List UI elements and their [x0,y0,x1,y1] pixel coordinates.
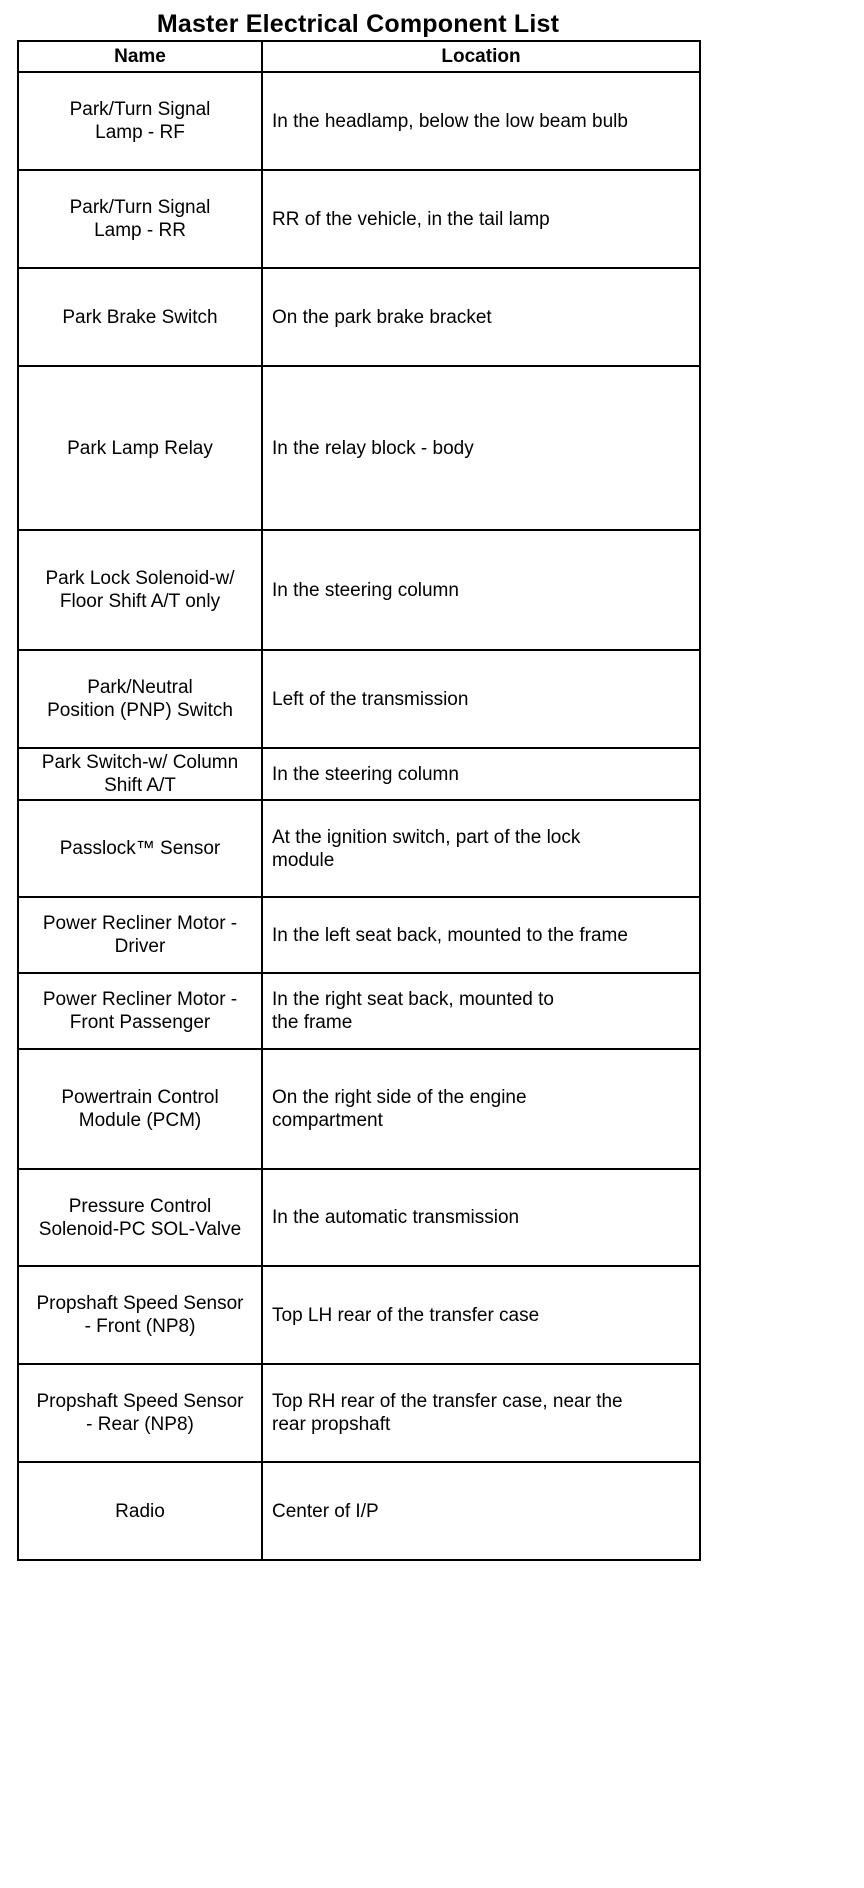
component-location-cell [262,530,700,650]
component-name-cell [18,800,262,897]
component-table [17,40,701,1561]
component-name: Park Brake Switch [62,306,218,328]
component-location: In the steering column [272,579,459,601]
table-row [18,1049,700,1169]
component-name-cell [18,650,262,748]
component-location-cell [262,1266,700,1364]
table-row [18,1266,700,1364]
component-location-cell [262,748,700,800]
component-name-cell [18,897,262,973]
component-name-cell [18,366,262,530]
component-location: RR of the vehicle, in the tail lamp [272,208,550,230]
component-name-cell [18,170,262,268]
component-location: In the right seat back, mounted to the frame [272,989,555,1033]
document-title: Master Electrical Component List [156,10,560,38]
component-location-cell [262,170,700,268]
table-row [18,650,700,748]
component-name: Park/Neutral Position (PNP) Switch [47,677,233,721]
header-location: Location [262,41,700,72]
component-name-cell [18,1169,262,1266]
component-location: Top RH rear of the transfer case, near the rear propshaft [272,1391,623,1435]
component-location: At the ignition switch, part of the lock module [272,826,581,871]
component-location: In the relay block - body [272,437,474,459]
table-header-row [18,41,700,72]
component-location-cell [262,268,700,366]
table-row [18,72,700,170]
component-name: Pressure Control Solenoid-PC SOL-Valve [38,1195,242,1240]
component-location: In the automatic transmission [272,1207,520,1228]
component-name: Powertrain Control Module (PCM) [61,1087,219,1131]
component-name: Power Recliner Motor - Front Passenger [42,989,238,1033]
component-name: Propshaft Speed Sensor - Front (NP8) [36,1293,244,1337]
component-location-cell [262,650,700,748]
table-row [18,748,700,800]
table-row [18,1364,700,1462]
component-location-cell [262,973,700,1049]
component-name: Park/Turn Signal Lamp - RR [69,197,211,241]
component-name: Power Recliner Motor - Driver [42,913,238,957]
component-location-cell [262,72,700,170]
table-row [18,897,700,973]
component-location: Left of the transmission [272,688,469,710]
table-row [18,366,700,530]
table-row [18,268,700,366]
component-location: In the headlamp, below the low beam bulb [272,110,628,132]
table-row [18,973,700,1049]
component-location-cell [262,800,700,897]
table-row [18,530,700,650]
component-location: On the right side of the engine compartment [272,1087,527,1131]
table-row [18,800,700,897]
component-location: In the left seat back, mounted to the frame [272,924,628,946]
component-name-cell [18,1049,262,1169]
component-name: Park Lamp Relay [67,437,213,459]
component-name-cell [18,1364,262,1462]
component-name-cell [18,530,262,650]
component-name-cell [18,1462,262,1560]
component-name: Park Switch-w/ Column Shift A/T [41,752,239,796]
component-name-cell [18,72,262,170]
component-location-cell [262,366,700,530]
component-name: Park/Turn Signal Lamp - RF [69,99,211,143]
component-location-cell [262,1049,700,1169]
table-row [18,1169,700,1266]
component-location: Center of I/P [272,1500,379,1522]
component-location: Top LH rear of the transfer case [272,1304,540,1326]
component-location: In the steering column [272,763,459,785]
component-location-cell [262,1462,700,1560]
component-name-cell [18,268,262,366]
component-name-cell [18,973,262,1049]
table-row [18,1462,700,1560]
component-name-cell [18,748,262,800]
component-name: Park Lock Solenoid-w/ Floor Shift A/T only [45,568,235,612]
header-name: Name [18,41,262,72]
table-row [18,170,700,268]
component-name-cell [18,1266,262,1364]
component-location: On the park brake bracket [272,306,492,328]
component-name: Propshaft Speed Sensor - Rear (NP8) [36,1391,244,1435]
component-location-cell [262,1169,700,1266]
component-location-cell [262,1364,700,1462]
component-name: Passlock™ Sensor [59,838,221,859]
component-location-cell [262,897,700,973]
component-name: Radio [115,1500,165,1522]
